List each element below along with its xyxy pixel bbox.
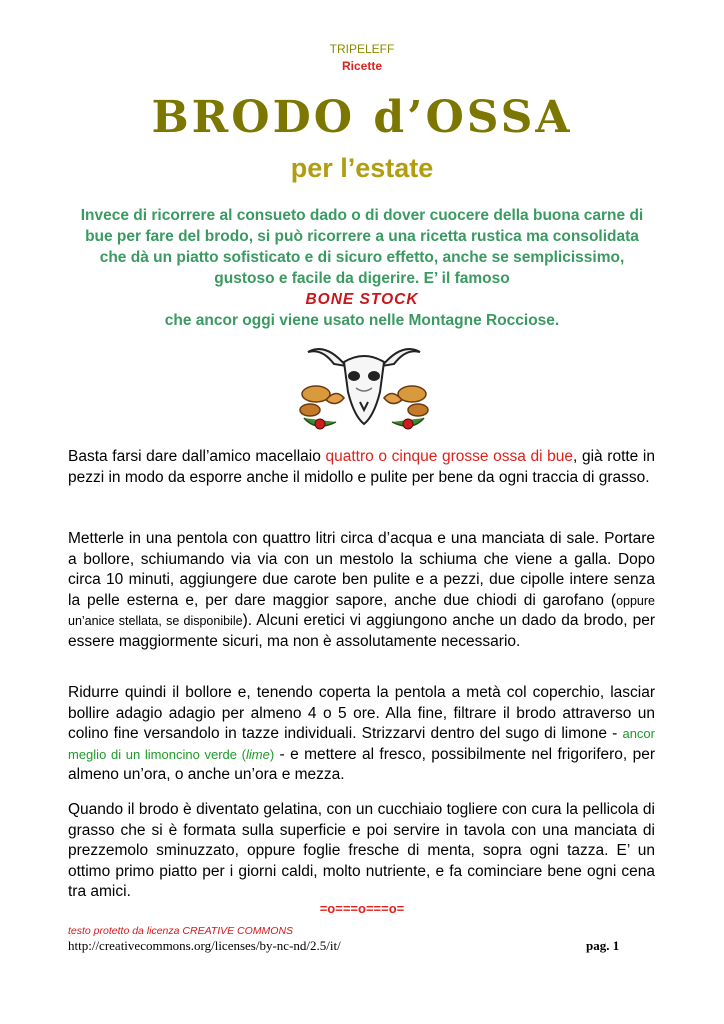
paragraph-cooking <box>68 529 655 652</box>
page-subtitle: per l’estate <box>290 153 434 183</box>
p3-text-end: - e mettere al fresco, possibilmente nel frigorifero, per almeno un’ora, o anche un’ora e mezza. <box>68 745 656 783</box>
p2-note-anice: oppure un’anice stellata, se disponibile <box>68 593 655 628</box>
p3-text-start: Ridurre quindi il bollore e, tenendo coperta la pentola a metà col coperchio, lasciar bollire adagio adagio per almeno 4 o 5 ore. Alla fine, filtrare il brodo attraverso un colino fine versandolo in tazze individuali. Strizzarvi dentro del sugo di limone - <box>68 684 655 742</box>
license-link[interactable]: http://creativecommons.org/licenses/by-nc-nd/2.5/it/ <box>68 938 341 953</box>
ram-skull-icon <box>296 336 432 436</box>
paragraph-simmer <box>68 683 655 786</box>
p1-highlight-bones: quattro o cinque grosse ossa di bue <box>325 448 574 465</box>
page-number: pag. 1 <box>586 938 620 953</box>
p1-text-start: Basta farsi dare dall’amico macellaio <box>68 448 326 465</box>
p3-note-text: ancor meglio di un limoncino verde ( <box>68 726 655 762</box>
bone-stock-highlight: BONE STOCK <box>305 291 419 308</box>
section-label: Ricette <box>341 59 382 73</box>
p1-text-end: , già rotte in pezzi in modo da esporre anche il midollo e pulite per bene da ogni traccia di grasso. <box>68 448 655 486</box>
paragraph-ingredients <box>68 447 655 488</box>
p2-text-end: ). Alcuni eretici vi aggiungono anche un dado da brodo, per essere maggiormente sicuri, ma non è assolutamente necessario. <box>68 612 655 650</box>
p3-note-lime-word: lime <box>246 746 270 762</box>
intro-closing: che ancor oggi viene usato nelle Montagne Rocciose. <box>164 312 560 329</box>
divider: =o===o===o= <box>319 901 405 916</box>
brand-name: TRIPELEFF <box>329 42 395 56</box>
p2-text-start: Metterle in una pentola con quattro litri circa d’acqua e una manciata di sale. Portare a bollore, schiumando via via con un mestolo la schiuma che viene a galla. Dopo circa 10 minuti, aggiungere due carote ben pulite e a pezzi, due cipolle intere senza la pelle esterna e, per dare maggior sapore, anche due chiodi di garofano ( <box>68 530 655 609</box>
license-note: testo protetto da licenza CREATIVE COMMONS <box>68 925 294 937</box>
intro-body: Invece di ricorrere al consueto dado o di dover cuocere della buona carne di bue per fare del brodo, si può ricorrere a una ricetta rustica ma consolidata che dà un piatto sofisticato e di sicuro effetto, anche se semplicissimo, gustoso e facile da digerire. E’ il famoso <box>80 207 644 287</box>
p3-note-close: ) <box>269 746 275 762</box>
intro-text <box>70 205 654 331</box>
page-title: BRODO d’OSSA <box>151 92 573 143</box>
paragraph-serving: Quando il brodo è diventato gelatina, con un cucchiaio togliere con cura la pellicola di grasso che si è formata sulla superficie e poi servire in tavola con una manciata di prezzemolo sminuzzato, oppure foglie fresche di menta, sopra ogni tazza. E’ un ottimo primo piatto per i giorni caldi, molto nutriente, e fa cominciare bene ogni cena tra amici. <box>68 801 655 900</box>
